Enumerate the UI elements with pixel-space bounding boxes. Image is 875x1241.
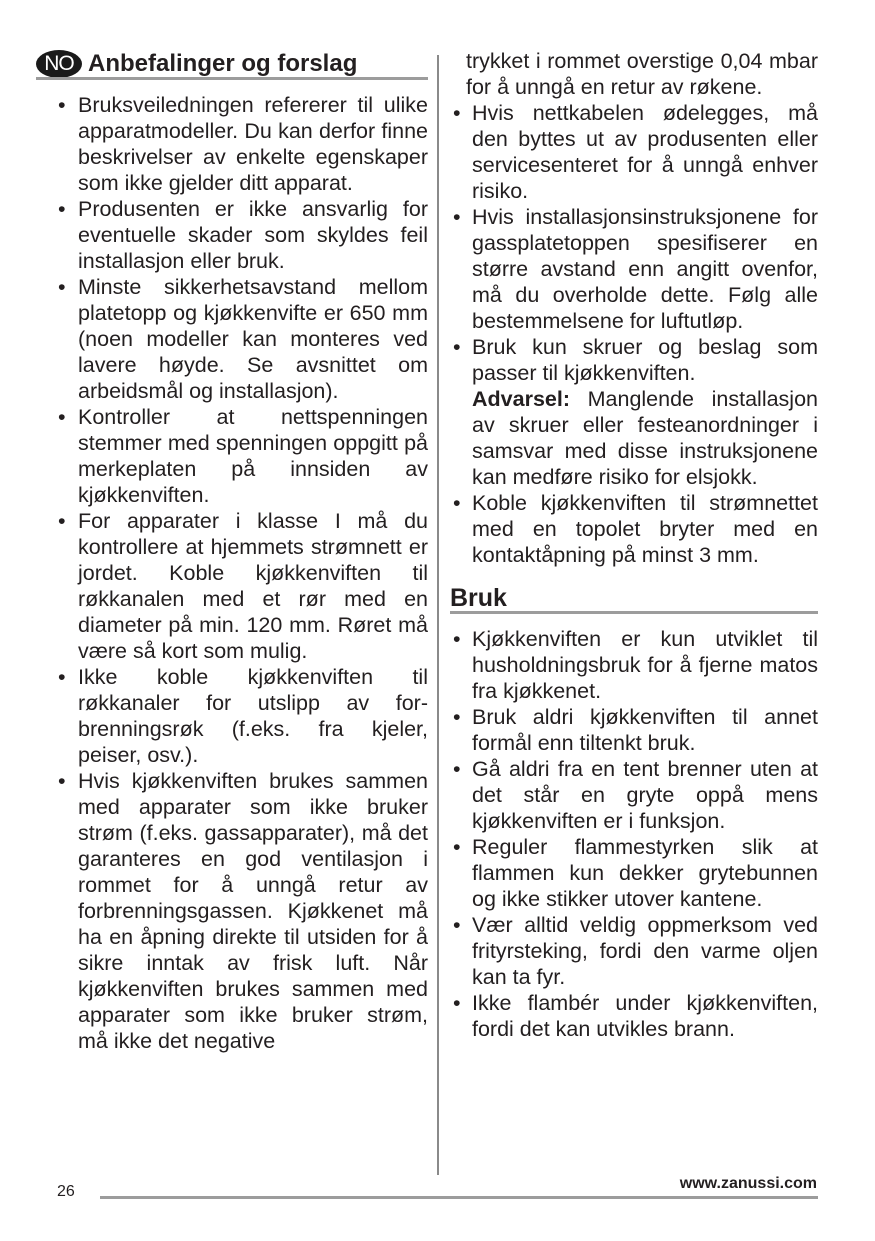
language-badge: NO [36, 50, 82, 78]
website-link[interactable]: www.zanussi.com [679, 1175, 817, 1192]
list-item-text: Bruk kun skruer og beslag som passer til kjøkkenviften. [472, 335, 818, 385]
section-title-bruk: Bruk [450, 583, 507, 612]
list-item: • Ikke koble kjøkkenviften til røkkanaler for utslipp av forbrenningsrøk (f.eks. fra kjeler, peiser, osv.). [36, 664, 428, 768]
page-number: 26 [57, 1183, 75, 1200]
list-item: • Reguler flammestyrken slik at flammen kun dekker grytebunnen og ikke stikker utover kantene. [450, 834, 818, 912]
list-item: • Bruk aldri kjøkkenviften til annet formål enn tiltenkt bruk. [450, 704, 818, 756]
list-item: • For apparater i klasse I må du kontrollere at hjemmets strømnett er jordet. Koble kjøkkenviften til røkkanalen med et rør med en diameter på min. 120 mm. Røret må være så kort som mulig. [36, 508, 428, 664]
section-title: Anbefalinger og forslag [88, 50, 358, 77]
warning-text: Manglende installasjon av skruer eller festeanordninger i samsvar med disse instruksjonene kan medføre risiko for elsjokk. [472, 387, 818, 489]
list-item-continuation: trykket i rommet overstige 0,04 mbar for å unngå en retur av røkene. [466, 49, 818, 99]
warning-label: Advarsel: [472, 387, 570, 411]
recommendations-list-right [450, 100, 818, 568]
list-item: • Vær alltid veldig oppmerksom ved frityrsteking, fordi den varme oljen kan ta fyr. [450, 912, 818, 990]
list-item: • Produsenten er ikke ansvarlig for eventuelle skader som skyldes feil installasjon eller bruk. [36, 196, 428, 274]
footer-rule [100, 1196, 818, 1199]
list-item: • Gå aldri fra en tent brenner uten at det står en gryte oppå mens kjøkkenviften er i funksjon. [450, 756, 818, 834]
section-header-recommendations [36, 48, 428, 80]
column-divider [437, 55, 439, 1175]
list-item: • Kontroller at nettspenningen stemmer med spenningen oppgitt på merkeplaten på innsiden av kjøkkenviften. [36, 404, 428, 508]
list-item: • Bruksveiledningen refererer til ulike apparatmodeller. Du kan derfor finne beskrivelser av enkelte egenskaper som ikke gjelder ditt apparat. [36, 92, 428, 196]
list-item: • Hvis nettkabelen ødelegges, må den byttes ut av produsenten eller servicesenteret for å unngå enhver risiko. [450, 100, 818, 204]
list-item [450, 334, 818, 490]
list-item: • Hvis kjøkkenviften brukes sammen med apparater som ikke bruker strøm (f.eks. gassapparater), må det garanteres en god ventilasjon i rommet for å unngå retur av forbrenningsgassen. Kjøkkenet må ha en åpning direkte til utsiden for å sikre inntak av frisk luft. Når kjøkkenviften brukes sammen med apparater som ikke bruker strøm, må ikke det negative [36, 768, 428, 1054]
right-column [450, 48, 818, 1042]
bruk-list [450, 626, 818, 1042]
section-header-bruk [450, 582, 818, 614]
list-item: • Kjøkkenviften er kun utviklet til husholdningsbruk for å fjerne matos fra kjøkkenet. [450, 626, 818, 704]
section-title-underline [450, 611, 818, 614]
section-title-underline [36, 77, 428, 80]
recommendations-list-left [36, 92, 428, 1054]
left-column [36, 48, 428, 1054]
list-item: • Koble kjøkkenviften til strømnettet med en topolet bryter med en kontaktåpning på minst 3 mm. [450, 490, 818, 568]
list-item: • Ikke flambér under kjøkkenviften, fordi det kan utvikles brann. [450, 990, 818, 1042]
list-item: • Hvis installasjonsinstruksjonene for gassplatetoppen spesifiserer en større avstand enn angitt ovenfor, må du overholde dette. Følg alle bestemmelsene for luftutløp. [450, 204, 818, 334]
list-item: • Minste sikkerhetsavstand mellom platetopp og kjøkkenvifte er 650 mm (noen modeller kan monteres ved lavere høyde. Se avsnittet om arbeidsmål og installasjon). [36, 274, 428, 404]
